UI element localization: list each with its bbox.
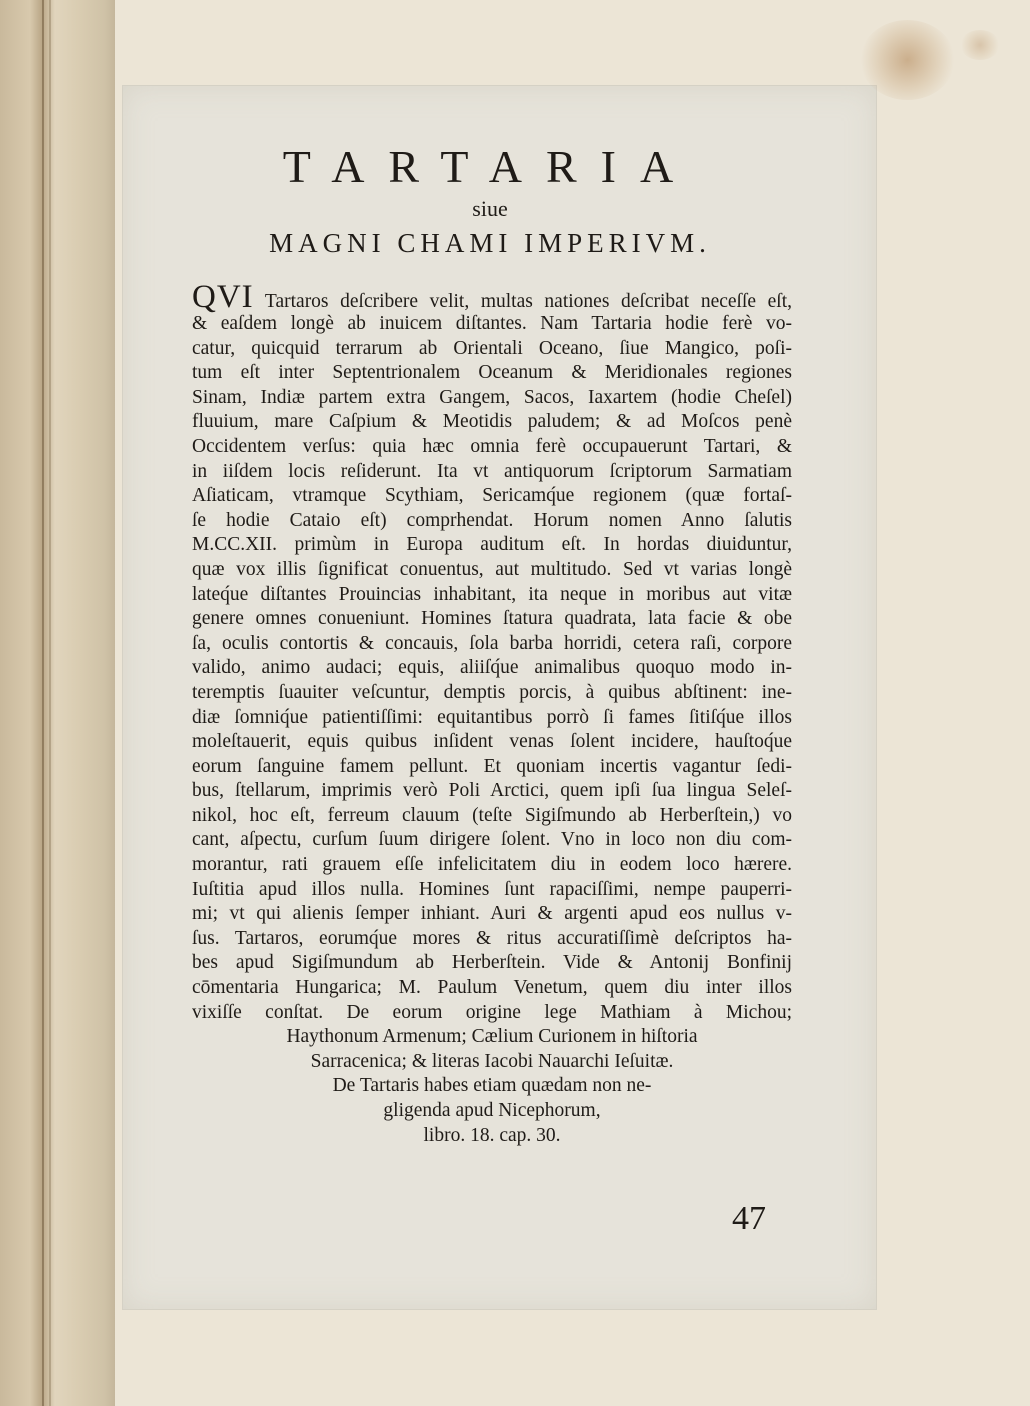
- text-line: catur, quicquid terrarum ab Orientali Oceano, ſiue Mangico, poſi-: [192, 337, 792, 359]
- text-line: teremptis ſuauiter veſcuntur, demptis porcis, à quibus abſtinent: ine-: [192, 681, 792, 703]
- text-line: M.CC.XII. primùm in Europa auditum eſt. In hordas diuiduntur,: [192, 534, 792, 556]
- text-line: Iuſtitia apud illos nulla. Homines ſunt rapaciſſimi, nempe pauperri-: [192, 878, 792, 900]
- text-line: moleſtauerit, equis quibus inſident venas ſolent incidere, hauſtoq́ue: [192, 731, 792, 753]
- closing-line: gligenda apud Nicephorum,: [383, 1100, 601, 1121]
- text-line: in iiſdem locis reſiderunt. Ita vt antiquorum ſcriptorum Sarmatiam: [192, 460, 792, 482]
- body-text: [192, 279, 793, 1148]
- text-line: Sinam, Indiæ partem extra Gangem, Sacos, Iaxartem (hodie Cheſel): [192, 386, 792, 408]
- text-line: genere omnes conueniunt. Homines ſtatura quadrata, lata facie & obe: [192, 608, 792, 630]
- closing-line: Sarracenica; & literas Iacobi Nauarchi Ieſuitæ.: [310, 1050, 674, 1072]
- text-line: Occidentem verſus: quia hæc omnia ferè occupauerunt Tartari, &: [192, 435, 792, 457]
- text-line: ſe hodie Cataio eſt) comprhendat. Horum nomen Anno ſalutis: [192, 509, 792, 531]
- text-line: bus, ſtellarum, imprimis verò Poli Arctici, quem ipſi ſua lingua Seleſ-: [192, 780, 792, 802]
- text-line: [192, 279, 793, 315]
- text-line: valido, animo audaci; equis, aliiſq́ue animalibus quoquo modo in-: [192, 657, 792, 679]
- text-line: lateq́ue diſtantes Prouincias inhabitant, ita neque in moribus aut vitæ: [192, 583, 792, 605]
- text-line: ſa, oculis contortis & concauis, ſola barba horridi, cetera raſi, corpore: [192, 632, 792, 654]
- initial-capital: QVI: [192, 279, 254, 315]
- closing-line: De Tartaris habes etiam quædam non ne-: [332, 1075, 652, 1097]
- text-line: eorum ſanguine famem pellunt. Et quoniam incertis vagantur ſedi-: [192, 755, 792, 777]
- page-title: TARTARIA: [282, 141, 698, 192]
- text-line: diæ ſomniq́ue patientiſſimi: equitantibus porrò ſi fames ſitiſq́ue illos: [192, 706, 792, 728]
- book-binding: [0, 0, 115, 1406]
- text-line: quæ vox illis ſignificat conuentus, aut multitudo. Sed vt varias longè: [192, 558, 792, 580]
- text-line: vixiſſe conſtat. De eorum origine lege Mathiam à Michou;: [192, 1001, 792, 1023]
- binding-crease: [42, 0, 44, 1406]
- text-line: Aſiaticam, vtramque Scythiam, Sericamq́ue regionem (quæ fortaſ-: [192, 485, 792, 507]
- closing-line: libro. 18. cap. 30.: [423, 1124, 561, 1146]
- text-line: cōmentaria Hungarica; M. Paulum Venetum, quem diu inter illos: [192, 977, 792, 999]
- binding-crease: [49, 0, 51, 1406]
- page-heading: MAGNI CHAMI IMPERIVM.: [269, 228, 711, 258]
- text-line: fluuium, mare Caſpium & Meotidis paludem; & ad Moſcos penè: [192, 411, 792, 433]
- text-line-content: Tartaros deſcribere velit, multas nationes deſcribat neceſſe eſt,: [264, 291, 793, 312]
- page-subtitle: siue: [472, 196, 508, 221]
- page-number: 47: [732, 1200, 766, 1237]
- foxing-stain: [860, 20, 955, 100]
- text-line: cant, aſpectu, curſum ſuum dirigere ſolent. Vno in loco non diu com-: [192, 829, 792, 851]
- text-line: morantur, rati grauem eſſe infelicitatem diu in eodem loco hærere.: [192, 854, 792, 876]
- text-line: nikol, hoc eſt, ferreum clauum (teſte Sigiſmundo ab Herberſtein,) vo: [192, 804, 792, 826]
- text-line: & eaſdem longè ab inuicem diſtantes. Nam Tartaria hodie ferè vo-: [192, 313, 792, 334]
- text-line: bes apud Sigiſmundum ab Herberſtein. Vide & Antonij Bonfinij: [192, 952, 792, 974]
- text-line: tum eſt inter Septentrionalem Oceanum & Meridionales regiones: [192, 362, 792, 384]
- foxing-stain: [960, 30, 1000, 60]
- text-line: ſus. Tartaros, eorumq́ue mores & ritus accuratiſſimè deſcriptos ha-: [192, 927, 792, 949]
- closing-line: Haythonum Armenum; Cælium Curionem in hiſtoria: [286, 1026, 698, 1048]
- text-line: mi; vt qui alienis ſemper inhiant. Auri & argenti apud eos nullus v-: [192, 903, 792, 925]
